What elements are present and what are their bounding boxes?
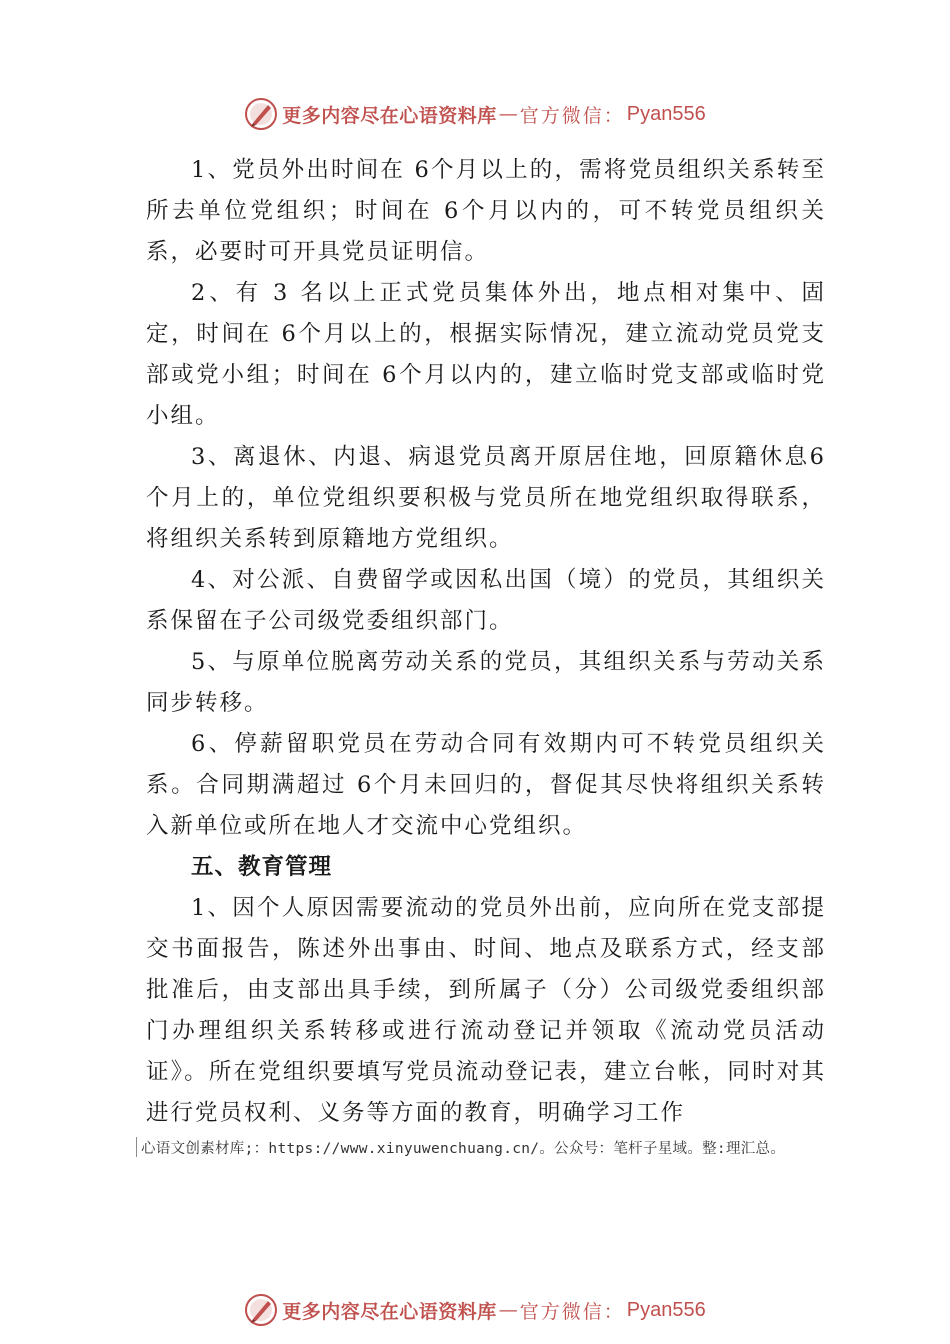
footer-source-note — [136, 1136, 785, 1158]
banner-dash: — — [498, 103, 518, 125]
banner-wechat-label: 官方微信： — [519, 104, 625, 127]
banner-wechat-label: 官方微信： — [519, 1300, 625, 1323]
paragraph: 2、有 3 名以上正式党员集体外出，地点相对集中、固定，时间在 6个月以上的，根据实际情况，建立流动党员党支部或党小组；时间在 6个月以内的，建立临时党支部或临时党小组。 — [146, 280, 826, 429]
paragraph: 6、停薪留职党员在劳动合同有效期内可不转党员组织关系。合同期满超过 6个月未回归的，督促其尽快将组织关系转入新单位或所在地人才交流中心党组织。 — [146, 731, 826, 839]
footer-note-text: 心语文创素材库;：https://www.xinyuwenchuang.cn/。公众号：笔杆子星域。整:理汇总。 — [141, 1140, 786, 1157]
banner-dash: — — [498, 1299, 518, 1321]
paragraph: 1、党员外出时间在 6个月以上的，需将党员组织关系转至所去单位党组织；时间在 6个月以内的，可不转党员组织关系，必要时可开具党员证明信。 — [146, 157, 826, 265]
paragraph: 1、因个人原因需要流动的党员外出前，应向所在党支部提交书面报告，陈述外出事由、时间、地点及联系方式，经支部批准后，由支部出具手续，到所属子（分）公司级党委组织部门办理组织关系转移或进行流动登记并领取《流动党员活动证》。所在党组织要填写党员流动登记表，建立台帐，同时对其进行党员权利、义务等方面的教育，明确学习工作 — [146, 895, 826, 1126]
header-banner — [0, 94, 950, 134]
paragraph: 4、对公派、自费留学或因私出国（境）的党员，其组织关系保留在子公司级党委组织部门。 — [146, 567, 826, 634]
section-heading: 五、教育管理 — [191, 854, 333, 880]
banner-wechat-id: Pyan556 — [626, 1298, 706, 1321]
footer-banner — [0, 1290, 950, 1330]
document-body — [146, 150, 826, 1134]
quill-logo-icon — [244, 1293, 278, 1327]
quill-logo-icon — [244, 97, 278, 131]
banner-wechat-id: Pyan556 — [626, 102, 706, 125]
paragraph: 5、与原单位脱离劳动关系的党员，其组织关系与劳动关系同步转移。 — [146, 649, 826, 716]
divider-bar — [136, 1137, 137, 1157]
banner-promo-text: 更多内容尽在心语资料库 — [282, 1300, 497, 1323]
paragraph: 3、离退休、内退、病退党员离开原居住地，回原籍休息6 个月上的，单位党组织要积极与党员所在地党组织取得联系，将组织关系转到原籍地方党组织。 — [146, 444, 826, 552]
banner-promo-text: 更多内容尽在心语资料库 — [282, 104, 497, 127]
